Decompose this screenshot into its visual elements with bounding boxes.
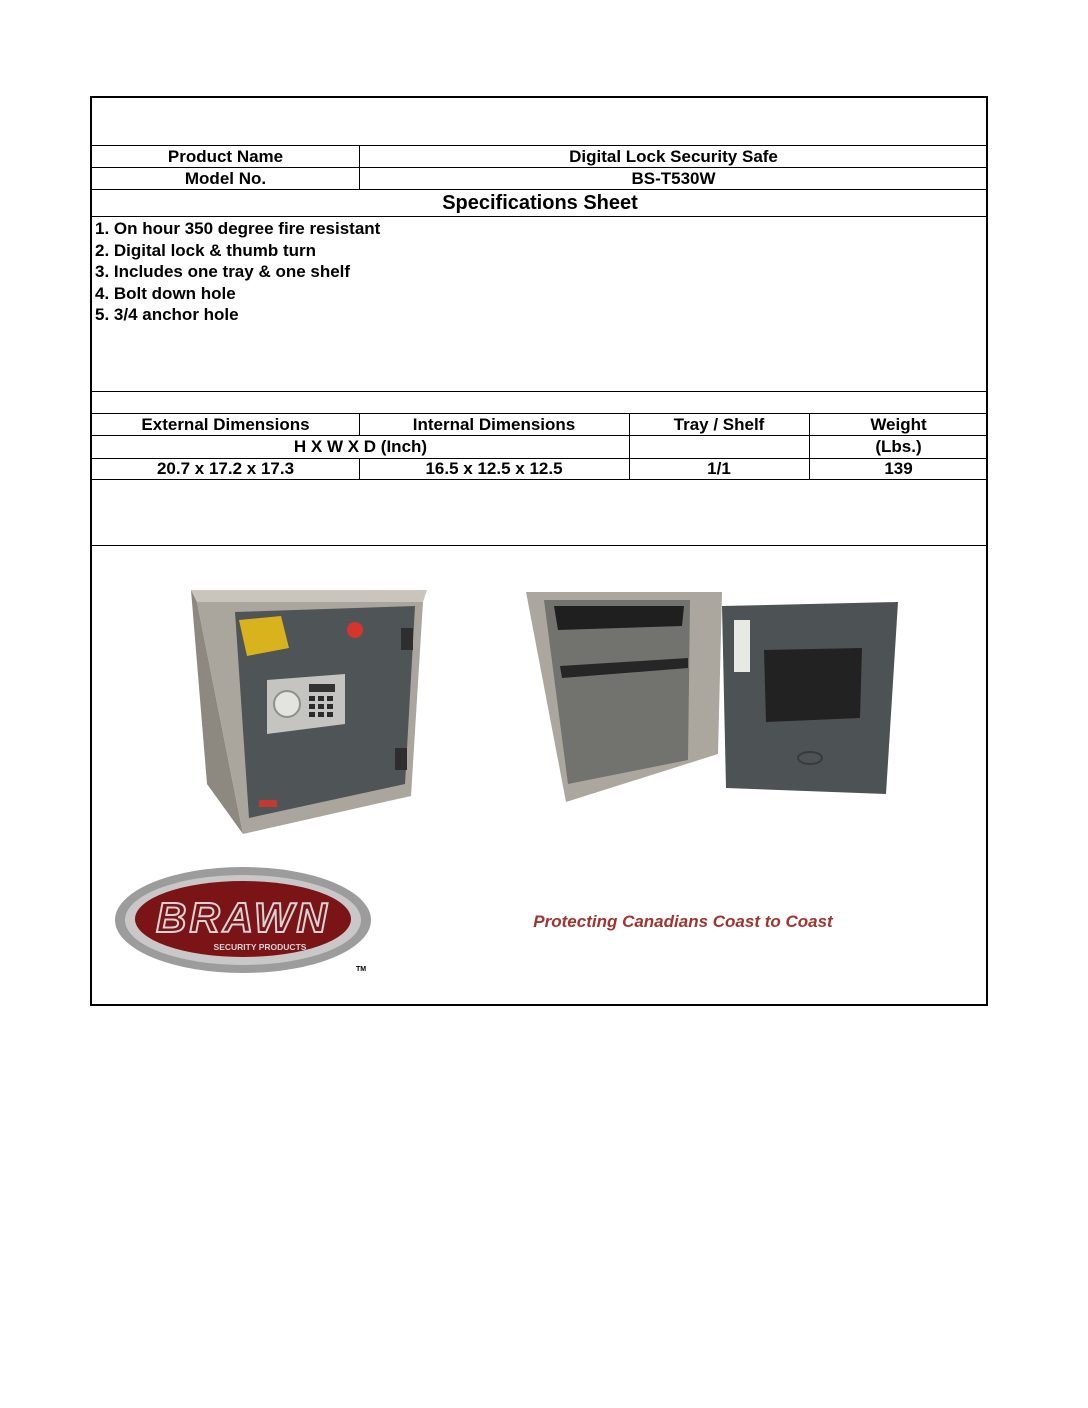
col-header-external: External Dimensions: [141, 414, 310, 434]
feature-item: 3. Includes one tray & one shelf: [95, 262, 351, 282]
tagline: Protecting Canadians Coast to Coast: [533, 912, 833, 931]
brawn-logo: [112, 864, 374, 976]
safe-open-photo: [526, 588, 906, 808]
units-weight: (Lbs.): [875, 437, 922, 456]
interior-tray: [554, 606, 684, 630]
internal-dimensions-value: 16.5 x 12.5 x 12.5: [425, 459, 563, 478]
sticker-badge: [347, 622, 363, 638]
feature-item: 5. 3/4 anchor hole: [95, 305, 239, 325]
thumb-turn-icon: [274, 691, 300, 717]
hinge: [401, 628, 413, 650]
units-dimensions: H X W X D (Inch): [293, 437, 428, 456]
logo-wordmark: BRAWN: [156, 894, 330, 941]
trademark-mark: TM: [356, 966, 367, 973]
sheet-title: Specifications Sheet: [442, 191, 638, 214]
col-header-internal: Internal Dimensions: [412, 414, 576, 434]
brand-badge: [259, 800, 277, 807]
external-dimensions-value: 20.7 x 17.2 x 17.3: [156, 459, 295, 478]
rule: [92, 545, 986, 546]
safe-top: [191, 590, 427, 602]
feature-list: [95, 218, 380, 326]
safe-closed-photo: [187, 588, 427, 838]
lock-housing: [764, 648, 862, 722]
keypad-display: [309, 684, 335, 692]
feature-item: 4. Bolt down hole: [95, 283, 236, 303]
model-label: Model No.: [184, 168, 267, 188]
rule: [92, 216, 986, 217]
weight-value: 139: [884, 459, 913, 478]
rule: [92, 391, 986, 392]
door-label: [734, 620, 750, 672]
model-value: BS-T530W: [631, 168, 716, 188]
tray-shelf-value: 1/1: [707, 459, 731, 478]
rule: [92, 479, 986, 480]
spec-sheet: [90, 96, 988, 1006]
feature-item: 1. On hour 350 degree fire resistant: [95, 219, 381, 238]
product-name-label: Product Name: [167, 146, 284, 166]
keypad-buttons: [309, 696, 333, 717]
hinge: [395, 748, 407, 770]
col-header-tray: Tray / Shelf: [673, 414, 765, 434]
feature-item: 2. Digital lock & thumb turn: [95, 240, 317, 260]
col-header-weight: Weight: [870, 414, 927, 434]
product-name-value: Digital Lock Security Safe: [569, 146, 778, 166]
logo-subtext: SECURITY PRODUCTS: [213, 942, 307, 952]
